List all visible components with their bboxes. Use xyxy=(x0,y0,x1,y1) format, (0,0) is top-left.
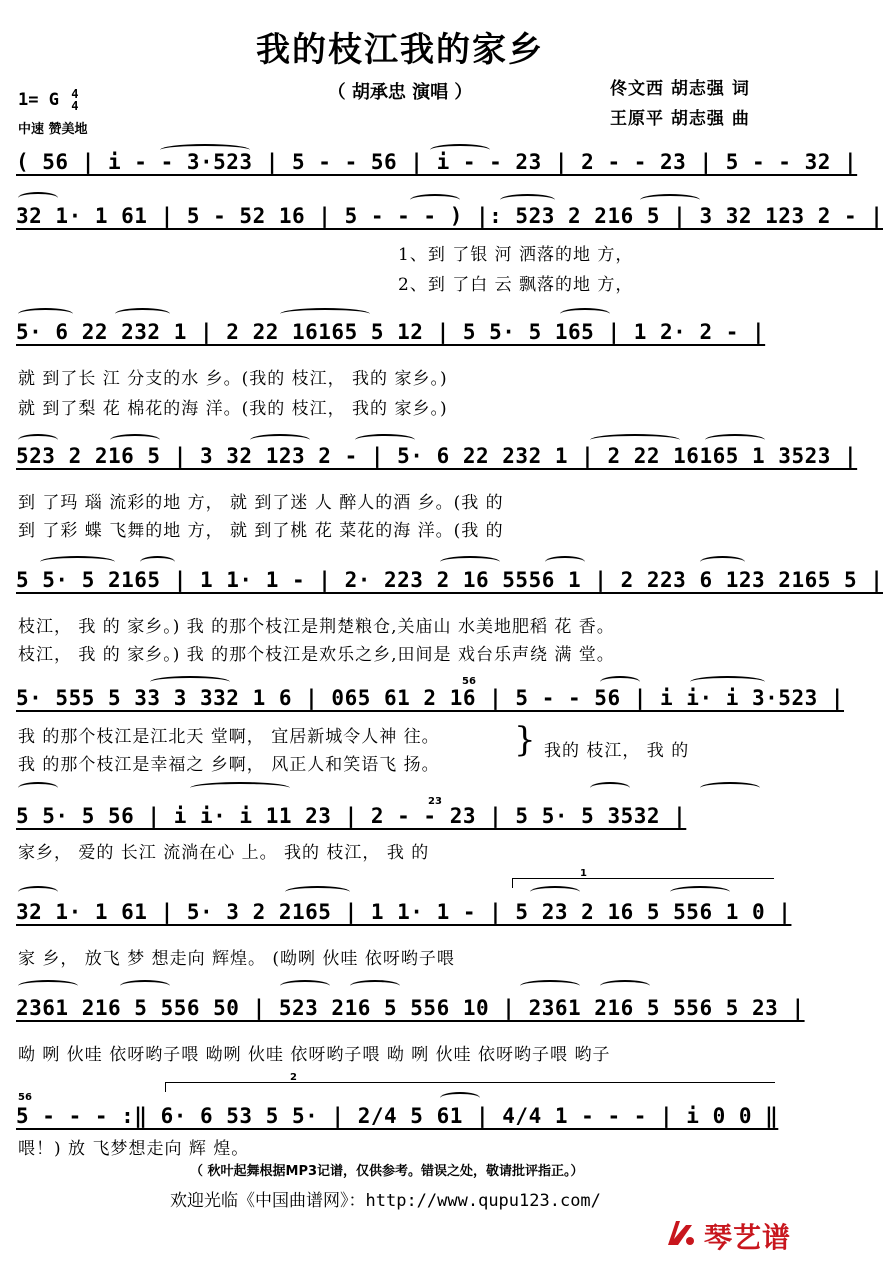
slur xyxy=(190,782,290,794)
score-row-1: ( 56 | i - - 3·523 | 5 - - 56 | i - - 23 | 2 - - 23 | 5 - - 32 | xyxy=(16,150,858,174)
lyric-row-5-verse-2: 我 的那个枝江是幸福之 乡啊， 风正人和笑语飞 扬。 xyxy=(18,755,440,775)
slur xyxy=(280,980,330,992)
slur xyxy=(600,980,650,992)
time-top: 4 xyxy=(71,87,79,101)
score-row-4: 523 2 216 5 | 3 32 123 2 - | 5· 6 22 232 1 | 2 22 16165 1 3523 | xyxy=(16,444,858,468)
score-row-3: 5· 6 22 232 1 | 2 22 16165 5 12 | 5 5· 5 165 | 1 2· 2 - | xyxy=(16,320,766,344)
lyric-row-2-verse-2: 就 到了梨 花 棉花的海 洋。(我的 枝江， 我的 家乡。) xyxy=(18,399,448,419)
score-row-7: 5 5· 5 56 | i i· i 11 23 | 2 - - 23 | 5 5· 5 3532 | xyxy=(16,804,687,828)
time-signature xyxy=(71,88,78,112)
slur xyxy=(700,556,745,568)
tempo-marking: 中速 赞美地 xyxy=(18,122,88,137)
slur xyxy=(18,980,78,992)
slur xyxy=(440,1092,480,1104)
slur xyxy=(670,886,730,898)
slur xyxy=(530,886,580,898)
slur xyxy=(280,308,370,320)
grace-note: 56 xyxy=(18,1092,32,1103)
slur xyxy=(140,556,175,568)
lyric-row-3-verse-2: 到 了彩 蝶 飞舞的地 方， 就 到了桃 花 菜花的海 洋。(我 的 xyxy=(18,521,504,541)
volta-bracket-1 xyxy=(512,878,774,879)
brand-logo-text: 琴艺谱 xyxy=(704,1221,792,1254)
score-row-2: 32 1· 1 61 | 5 - 52 16 | 5 - - - ) |: 523 2 216 5 | 3 32 123 2 - | xyxy=(16,204,883,228)
lyric-row-4-verse-1: 枝江， 我 的 家乡。) 我 的那个枝江是荆楚粮仓,关庙山 水美地肥稻 花 香。 xyxy=(18,617,615,637)
slur xyxy=(350,980,400,992)
site-link[interactable]: 欢迎光临《中国曲谱网》：http://www.qupu123.com/ xyxy=(170,1191,601,1211)
lyric-row-9: 喂！) 放 飞梦想走向 辉 煌。 xyxy=(18,1139,250,1159)
grace-note: 23 xyxy=(428,796,442,807)
composer-credit: 王原平 胡志强 曲 xyxy=(610,109,750,129)
key-signature xyxy=(18,88,78,112)
lyricist-credit: 佟文西 胡志强 词 xyxy=(610,79,750,99)
transcriber-note: （ 秋叶起舞根据MP3记谱，仅供参考。错误之处，敬请批评指正。） xyxy=(190,1164,584,1179)
score-row-10: 5 - - - :‖ 6· 6 53 5 5· | 2/4 5 61 | 4/4 1 - - - | i 0 0 ‖ xyxy=(16,1104,779,1128)
score-row-8: 32 1· 1 61 | 5· 3 2 2165 | 1 1· 1 - | 5 23 2 16 5 556 1 0 | xyxy=(16,900,792,924)
lyric-row-2-verse-1: 就 到了长 江 分支的水 乡。(我的 枝江， 我的 家乡。) xyxy=(18,369,448,389)
volta-bracket-2-tick xyxy=(165,1082,166,1092)
lyric-row-5-shared: 我的 枝江， 我 的 xyxy=(544,741,690,761)
lyric-row-5-verse-1: 我 的那个枝江是江北天 堂啊， 宜居新城令人神 往。 xyxy=(18,727,440,747)
score-row-9: 2361 216 5 556 50 | 523 216 5 556 10 | 2361 216 5 556 5 23 | xyxy=(16,996,805,1020)
slur xyxy=(520,980,580,992)
slur xyxy=(700,782,760,794)
lyric-row-7: 家 乡， 放飞 梦 想走向 辉煌。 (呦咧 伙哇 依呀哟子喂 xyxy=(18,949,455,969)
slur xyxy=(18,192,58,204)
volta-2-label: 2 xyxy=(290,1072,297,1083)
lyric-row-3-verse-1: 到 了玛 瑙 流彩的地 方， 就 到了迷 人 醉人的酒 乡。(我 的 xyxy=(18,493,504,513)
lyric-row-1-verse-1: 1、到 了银 河 洒落的地 方， xyxy=(398,245,634,265)
grace-note: 56 xyxy=(462,676,476,687)
score-row-6: 5· 555 5 33 3 332 1 6 | 065 61 2 16 | 5 - - 56 | i i· i 3·523 | xyxy=(16,686,845,710)
slur xyxy=(18,308,73,320)
volta-1-label: 1 xyxy=(580,868,587,879)
page-title: 我的枝江我的家乡 xyxy=(256,30,544,70)
qinyipu-logo-icon xyxy=(662,1215,698,1251)
slur xyxy=(40,556,115,568)
key-label: 1= G xyxy=(18,90,59,110)
lyric-row-8: 呦 咧 伙哇 依呀哟子喂 呦咧 伙哇 依呀哟子喂 呦 咧 伙哇 依呀哟子喂 哟子 xyxy=(18,1045,611,1065)
slur xyxy=(120,980,170,992)
lyric-row-6: 家乡， 爱的 长江 流淌在心 上。 我的 枝江， 我 的 xyxy=(18,843,430,863)
slur xyxy=(590,782,630,794)
lyric-row-4-verse-2: 枝江， 我 的 家乡。) 我 的那个枝江是欢乐之乡,田间是 戏台乐声绕 满 堂。 xyxy=(18,645,615,665)
slur xyxy=(560,308,610,320)
score-row-5: 5 5· 5 2165 | 1 1· 1 - | 2· 223 2 16 5556 1 | 2 223 6 123 2165 5 | xyxy=(16,568,883,592)
volta-bracket-2 xyxy=(165,1082,775,1083)
slur xyxy=(545,556,585,568)
slur xyxy=(285,886,350,898)
volta-bracket-1-tick xyxy=(512,878,513,888)
lyric-row-1-verse-2: 2、到 了白 云 飘落的地 方， xyxy=(398,275,634,295)
slur xyxy=(18,886,58,898)
lyric-brace: } xyxy=(514,720,536,760)
time-bottom: 4 xyxy=(71,99,79,113)
singer-credit: （ 胡承忠 演唱 ） xyxy=(327,82,473,103)
slur xyxy=(18,782,58,794)
slur xyxy=(115,308,170,320)
slur xyxy=(440,556,500,568)
